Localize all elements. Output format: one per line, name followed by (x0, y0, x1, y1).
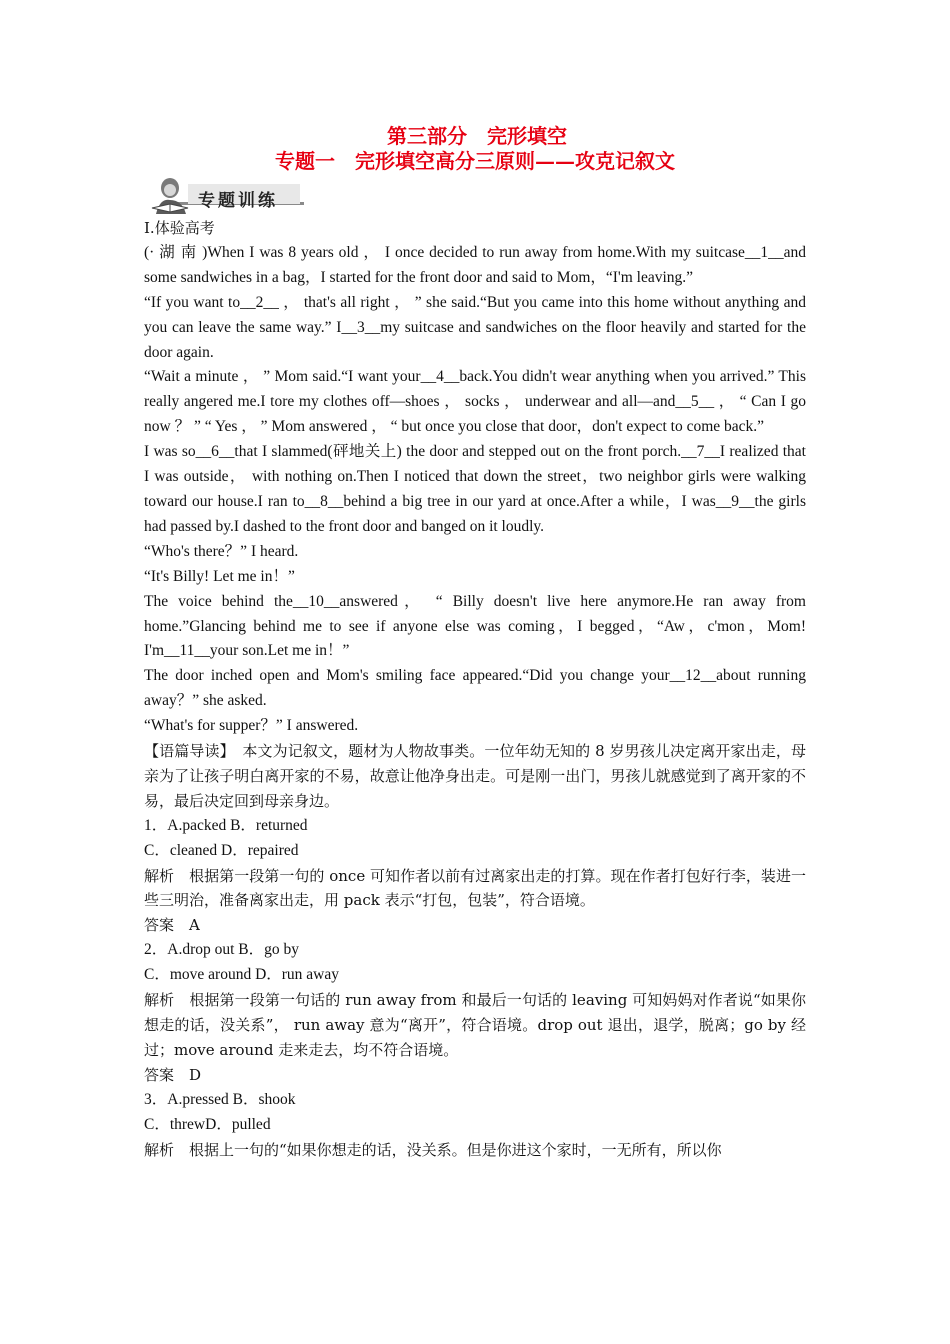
question-answer: 答案 A (144, 916, 200, 935)
training-banner (148, 174, 806, 216)
question-options: 1．A.packed B．returned (144, 816, 308, 834)
question-options: C．cleaned D．repaired (144, 841, 299, 859)
document-page (144, 124, 806, 1162)
question-analysis: 解析 根据第一段第一句话的 run away from 和最后一句话的 leaving 可知妈妈对作者说“如果你想走的话，没关系”， run away 意为“离开”，符合语境。drop out 退出，退学，脱离；go by 经过；move around 走来走去，均不符合语境。 (144, 991, 806, 1059)
passage-paragraph: “Who's there？” I heard. (144, 542, 299, 560)
content-body (144, 216, 806, 1162)
question-options: 3．A.pressed B．shook (144, 1090, 296, 1108)
section-heading: Ⅰ.体验高考 (144, 219, 215, 237)
passage-paragraph: “What's for supper？” I answered. (144, 717, 359, 735)
reading-guide: 【语篇导读】 本文为记叙文，题材为人物故事类。一位年幼无知的 8 岁男孩儿决定离开家出走，母亲为了让孩子明白离开家的不易，故意让他净身出走。可是刚一出门，男孩儿就感觉到了离开家的不易，最后决定回到母亲身边。 (144, 742, 806, 810)
question-options: C．move around D．run away (144, 966, 339, 984)
topic-title: 专题一 完形填空高分三原则——攻克记叙文 (275, 149, 675, 173)
banner-label: 专题训练 (198, 191, 278, 211)
passage-paragraph: I was so__6__that I slammed(砰地关上) the door and stepped out on the front porch.__7__I realized that I was outside， with nothing on.Then I noticed that down the street，two neighbor girls were walking toward our house.I ran to__8__behind a big tree in our yard at once.After a while，I was__9__the girls had passed by.I dashed to the front door and banged on it loudly. (144, 443, 806, 535)
question-options: C．threwD．pulled (144, 1115, 271, 1133)
passage-paragraph: (· 湖 南 )When I was 8 years old ， I once decided to run away from home.With my suitcase__1__and some sandwiches in a bag，I started for the front door and said to Mom，“I'm leaving.” (144, 243, 806, 286)
passage-paragraph: The door inched open and Mom's smiling face appeared.“Did you change your__12__about running away？” she asked. (144, 667, 806, 710)
question-analysis: 解析 根据第一段第一句的 once 可知作者以前有过离家出走的打算。现在作者打包好行李，装进一些三明治，准备离家出走，用 pack 表示“打包，包装”，符合语境。 (144, 866, 806, 910)
passage-paragraph: The voice behind the__10__answered， “ Billy doesn't live here anymore.He ran away from home.”Glancing behind me to see if anyone else was coming，I begged，“Aw，c'mon，Mom! I'm__11__your son.Let me in！” (144, 592, 806, 660)
passage-paragraph: “If you want to__2__ ， that's all right ， ” she said.“But you came into this home without anything and you can leave the same way.” I__3__my suitcase and sandwiches on the floor heavily and started for the door again. (144, 293, 806, 361)
part-title: 第三部分 完形填空 (387, 124, 567, 148)
passage-paragraph: “It's Billy! Let me in！” (144, 567, 295, 585)
question-analysis: 解析 根据上一句的“如果你想走的话，没关系。但是你进这个家时，一无所有，所以你 (144, 1140, 722, 1159)
passage-paragraph: “Wait a minute ， ” Mom said.“I want your__4__back.You didn't wear anything when you arrived.” This really angered me.I tore my clothes off—shoes ， socks ， underwear and all—and__5__ ， “ Can I go now ？ ” “ Yes ， ” Mom answered ， “ but once you close that door，don't expect to come back.” (144, 368, 806, 436)
question-options: 2．A.drop out B．go by (144, 941, 300, 959)
question-answer: 答案 D (144, 1065, 202, 1084)
